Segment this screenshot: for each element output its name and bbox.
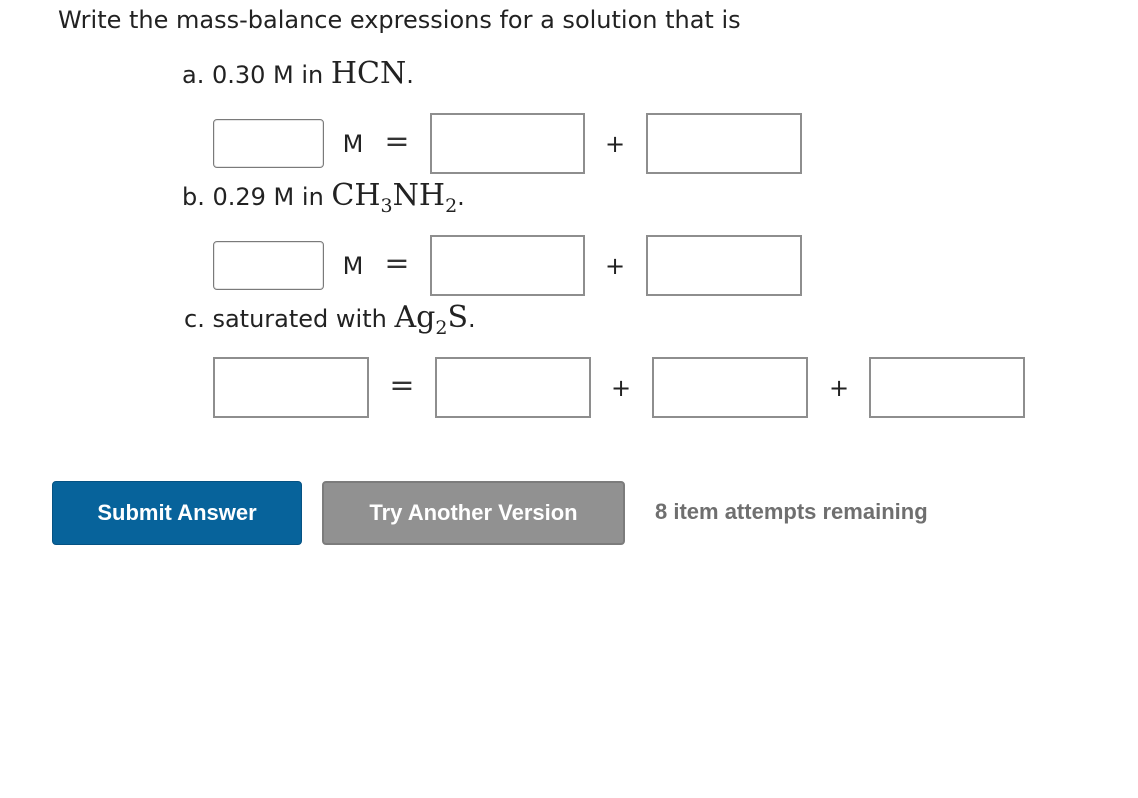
part-a-plus-sign: + xyxy=(604,130,626,158)
part-a-formula: HCN xyxy=(330,56,407,91)
attempts-remaining-text: 8 item attempts remaining xyxy=(655,499,928,524)
part-c-label-prefix: c. saturated with xyxy=(184,305,387,333)
try-another-version-button[interactable]: Try Another Version xyxy=(322,481,625,545)
part-c-plus-sign-2: + xyxy=(828,374,850,402)
part-b-term-2-input[interactable] xyxy=(646,235,802,296)
part-a-unit: M xyxy=(342,130,364,158)
part-a-label: a. 0.30 M in HCN. xyxy=(182,56,414,91)
part-a-equals-sign: = xyxy=(384,124,410,159)
part-c-plus-sign-1: + xyxy=(610,374,632,402)
part-c-lhs-input[interactable] xyxy=(213,357,369,418)
part-b-concentration-input[interactable] xyxy=(213,241,324,290)
part-b-formula: $CH_3NH_2$ xyxy=(331,178,458,217)
part-c-label: c. saturated with $Ag_2S$. xyxy=(184,300,476,339)
part-b-term-1-input[interactable] xyxy=(430,235,585,296)
part-b-unit: M xyxy=(342,252,364,280)
part-a-term-2-input[interactable] xyxy=(646,113,802,174)
part-c-term-1-input[interactable] xyxy=(435,357,591,418)
part-b-equals-sign: = xyxy=(384,246,410,281)
part-a-term-1-input[interactable] xyxy=(430,113,585,174)
part-b-plus-sign: + xyxy=(604,252,626,280)
part-c-term-2-input[interactable] xyxy=(652,357,808,418)
part-c-equals-sign: = xyxy=(389,368,415,403)
part-a-label-prefix: a. 0.30 M in xyxy=(182,61,324,89)
part-b-label: b. 0.29 M in $CH_3NH_2$. xyxy=(182,178,465,217)
part-a-concentration-input[interactable] xyxy=(213,119,324,168)
part-c-formula: $Ag_2S$ xyxy=(394,300,468,339)
submit-answer-button[interactable]: Submit Answer xyxy=(52,481,302,545)
part-b-label-prefix: b. 0.29 M in xyxy=(182,183,324,211)
part-c-term-3-input[interactable] xyxy=(869,357,1025,418)
question-prompt: Write the mass-balance expressions for a solution that is xyxy=(58,6,741,34)
